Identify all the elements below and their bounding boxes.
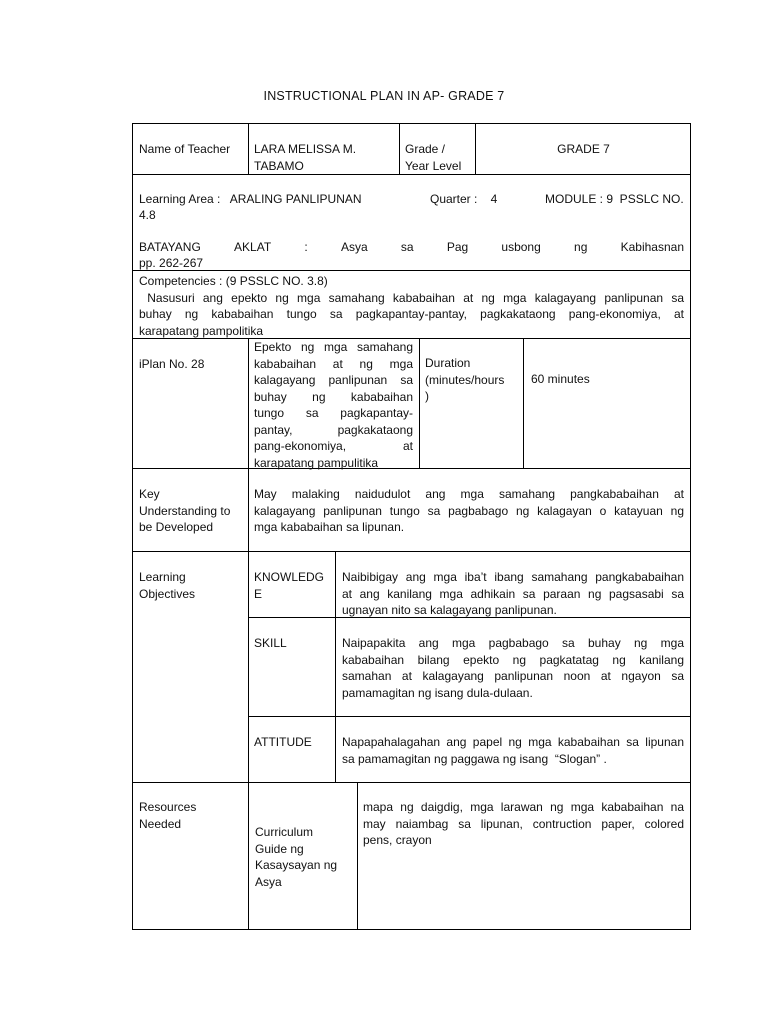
duration-label-line: ) xyxy=(425,389,429,403)
col-divider xyxy=(357,782,358,930)
col-divider xyxy=(248,782,249,930)
grade-value: GRADE 7 xyxy=(557,142,610,156)
key-label-line: be Developed xyxy=(139,520,214,534)
key-text-line: mga kababaihan sa lipunan. xyxy=(254,520,405,534)
teacher-name xyxy=(254,141,356,174)
batayang-word: sa xyxy=(400,240,414,254)
duration-label xyxy=(425,355,504,405)
batayang-word: ng xyxy=(574,240,588,254)
competencies-line: Nasusuri ang epekto ng mga samahang kababaihan at ng mga kalagayang panlipunan sa xyxy=(139,290,684,305)
batayang-word: usbong xyxy=(501,240,541,254)
row-divider xyxy=(248,716,691,717)
materials-line: may naiambag sa lipunan, contruction paper, colored xyxy=(363,816,684,831)
attitude-text xyxy=(342,734,684,767)
module: MODULE : 9 PSSLC NO. xyxy=(545,192,684,206)
skill-line: pamamagitan ng isang dula-dulaan. xyxy=(342,685,533,700)
resources-label xyxy=(139,799,196,832)
pages: pp. 262-267 xyxy=(139,256,204,270)
duration-label-line: (minutes/hours xyxy=(425,372,505,387)
materials-line: pens, crayon xyxy=(363,833,432,847)
knowledge-label-line: KNOWLEDG xyxy=(254,570,325,584)
quarter: Quarter : 4 xyxy=(430,192,498,206)
batayang-word: Pag xyxy=(446,240,469,254)
resources-label-line: Resources xyxy=(139,800,197,814)
batayang-word: : xyxy=(304,240,308,254)
document-title: INSTRUCTIONAL PLAN IN AP- GRADE 7 xyxy=(263,89,505,103)
teacher-label: Name of Teacher xyxy=(139,142,231,156)
competencies-label: Competencies : (9 PSSLC NO. 3.8) xyxy=(139,274,328,288)
batayang-word: BATAYANG xyxy=(139,240,201,254)
objectives-label-line: Learning xyxy=(139,570,186,584)
batayang-word: Asya xyxy=(340,240,368,254)
duration-value: 60 minutes xyxy=(531,372,590,386)
guide-line: Asya xyxy=(255,874,282,889)
col-divider xyxy=(419,338,420,468)
knowledge-line: ugnayan nito sa kalagayang panlipunan. xyxy=(342,603,557,617)
col-divider xyxy=(523,338,524,468)
attitude-line: Napapahalagahan ang papel ng mga kababaihan sa lipunan xyxy=(342,735,684,749)
iplan-label: iPlan No. 28 xyxy=(139,357,205,371)
grade-label-line: Grade / xyxy=(405,142,446,156)
guide-line: Guide ng xyxy=(255,841,304,856)
topic-line: pang-ekonomiya, at xyxy=(254,439,413,453)
batayang-word: AKLAT xyxy=(234,240,272,254)
objectives-label xyxy=(139,569,195,602)
topic-line: Epekto ng mga samahang xyxy=(254,340,413,354)
col-divider xyxy=(248,123,249,174)
col-divider xyxy=(335,551,336,782)
resources-label-line: Needed xyxy=(139,816,182,831)
skill-line: Naipapakita ang mga pagbabago sa buhay ng mga xyxy=(342,636,684,650)
teacher-name-line: TABAMO xyxy=(254,158,304,173)
key-understanding-label xyxy=(139,486,230,536)
topic-line: kababaihan at ng mga xyxy=(254,356,413,371)
competencies-line: karapatang pampolitika xyxy=(139,323,264,338)
skill-label: SKILL xyxy=(254,636,287,650)
topic-line: pantay, pagkakataong xyxy=(254,422,413,437)
key-text-line: kalagayang panlipunan tungo sa pagbabago ng kalagayan o katayuan ng xyxy=(254,503,684,518)
topic-line: tungo sa pagkapantay- xyxy=(254,406,413,420)
key-label-line: Key xyxy=(139,487,160,501)
knowledge-label-line: E xyxy=(254,586,263,601)
topic-line: karapatang pampulitika xyxy=(254,455,379,470)
skill-line: kababaihan bilang epekto ng pagkatatag ng kanilang xyxy=(342,652,684,667)
duration-label-line: Duration xyxy=(425,356,471,370)
competencies-line: buhay ng kababaihan tungo sa pagkapantay-pantay, pagkakataong pang-ekonomiya, at xyxy=(139,307,684,321)
key-label-line: Understanding to xyxy=(139,503,231,518)
batayang-aklat xyxy=(139,239,684,256)
topic-line: buhay ng kababaihan xyxy=(254,389,413,404)
materials xyxy=(363,799,684,849)
grade-label-line: Year Level xyxy=(405,158,462,173)
topic-line: kalagayang panlipunan sa xyxy=(254,373,413,387)
key-understanding-text xyxy=(254,486,684,536)
col-divider xyxy=(248,338,249,782)
guide-line: Curriculum xyxy=(255,825,314,839)
knowledge-line: Naibibigay ang mga iba’t ibang samahang pangkababaihan xyxy=(342,570,684,584)
curriculum-guide xyxy=(255,824,337,890)
batayang-word: Kabihasnan xyxy=(620,240,684,254)
iplan-topic xyxy=(254,339,413,471)
row-divider xyxy=(132,782,691,783)
skill-text xyxy=(342,635,684,701)
key-text-line: May malaking naidudulot ang mga samahang pangkababaihan at xyxy=(254,487,684,501)
teacher-name-line: LARA MELISSA M. xyxy=(254,142,357,156)
attitude-line: sa pamamagitan ng paggawa ng isang “Slogan” . xyxy=(342,751,607,766)
knowledge-label xyxy=(254,569,324,602)
skill-line: samahan at kalagayang panlipunan noon at ngayon sa xyxy=(342,669,684,683)
module-continuation: 4.8 xyxy=(139,208,156,222)
row-divider xyxy=(132,551,691,552)
competencies xyxy=(139,273,684,339)
col-divider xyxy=(399,123,400,174)
attitude-label: ATTITUDE xyxy=(254,735,312,749)
knowledge-text xyxy=(342,569,684,619)
guide-line: Kasaysayan ng xyxy=(255,858,338,872)
materials-line: mapa ng daigdig, mga larawan ng mga kababaihan na xyxy=(363,800,684,814)
grade-label xyxy=(405,141,461,174)
row-divider xyxy=(132,270,691,271)
row-divider xyxy=(132,174,691,175)
objectives-label-line: Objectives xyxy=(139,586,196,601)
knowledge-line: at ang kanilang mga adhikain sa paraan ng pagsasabi sa xyxy=(342,586,684,601)
learning-area: Learning Area : ARALING PANLIPUNAN xyxy=(139,192,362,206)
